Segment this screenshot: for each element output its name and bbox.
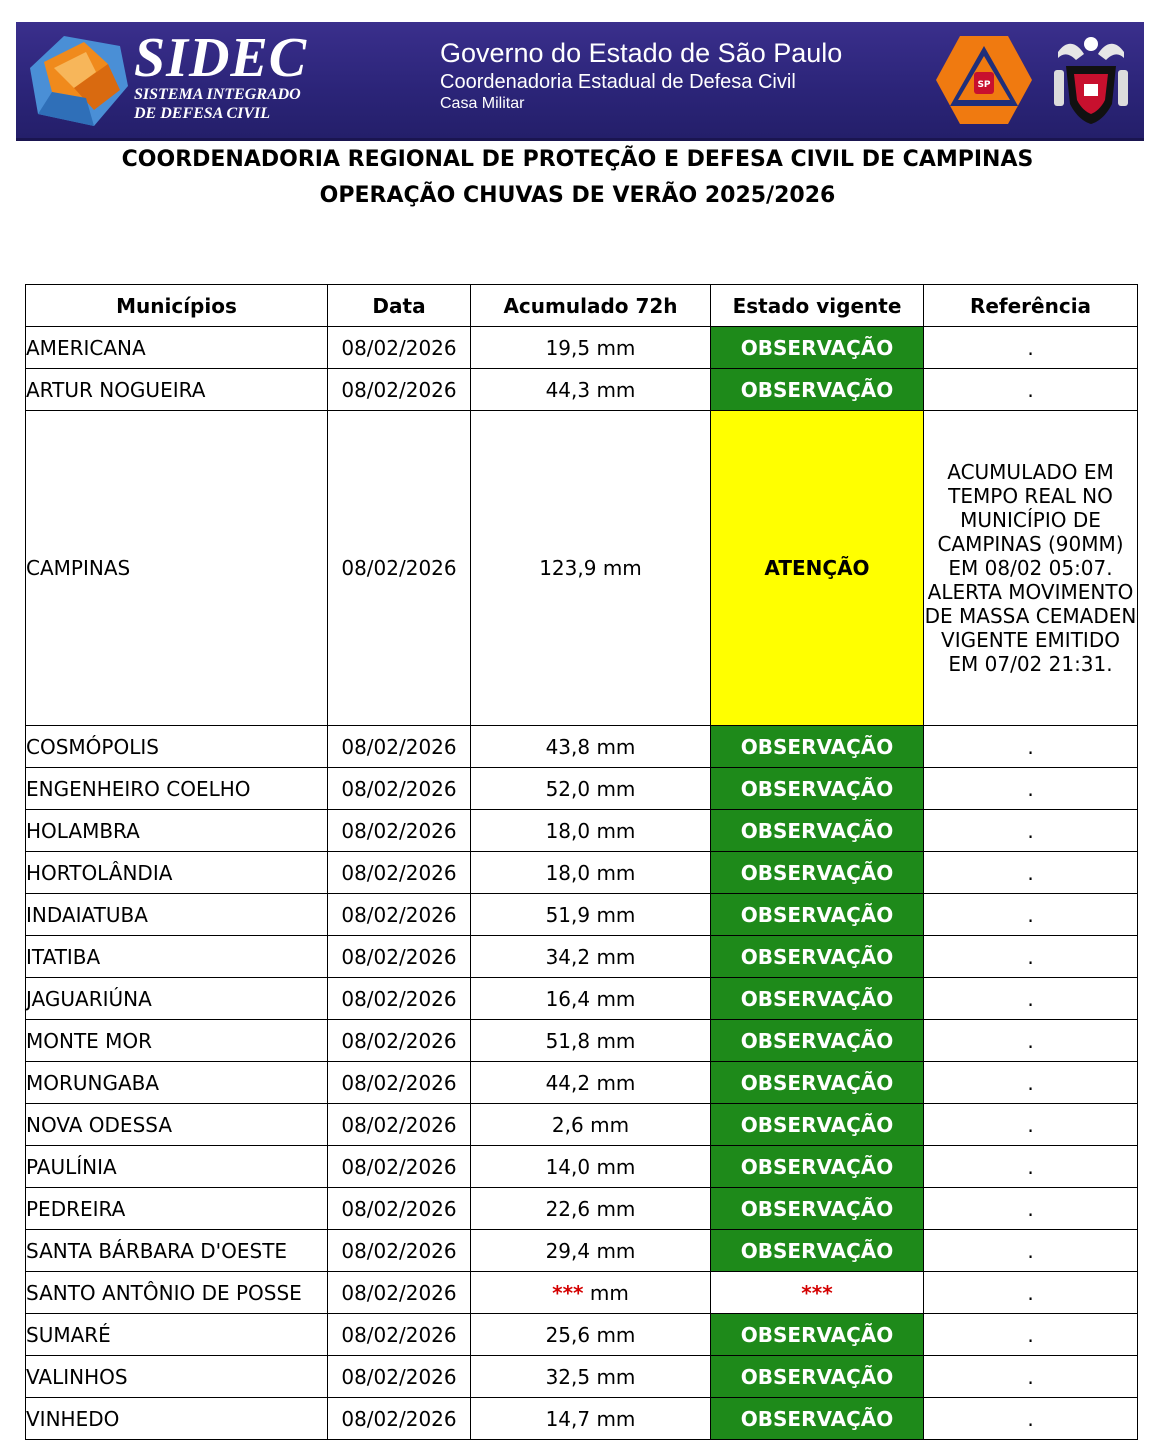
municipio-cell: PAULÍNIA <box>26 1146 328 1188</box>
table-header-row <box>26 285 1138 327</box>
municipio-cell: COSMÓPOLIS <box>26 726 328 768</box>
sidec-logo-subtitle-2: DE DEFESA CIVIL <box>134 105 271 122</box>
column-header-data: Data <box>328 285 471 327</box>
date-cell: 08/02/2026 <box>328 1104 471 1146</box>
municipio-cell: PEDREIRA <box>26 1188 328 1230</box>
table-row <box>26 1314 1138 1356</box>
government-title: Governo do Estado de São Paulo <box>440 38 843 68</box>
date-cell: 08/02/2026 <box>328 936 471 978</box>
department-title: Casa Militar <box>440 95 525 112</box>
table-row <box>26 1188 1138 1230</box>
reference-cell: . <box>924 1020 1138 1062</box>
column-header-municipios: Municípios <box>26 285 328 327</box>
table-row <box>26 894 1138 936</box>
status-cell: OBSERVAÇÃO <box>711 1146 924 1188</box>
reference-cell: . <box>924 1062 1138 1104</box>
page-title: COORDENADORIA REGIONAL DE PROTEÇÃO E DEFESA CIVIL DE CAMPINAS <box>121 147 1034 172</box>
accumulated-cell: 51,9 mm <box>471 894 711 936</box>
date-cell: 08/02/2026 <box>328 768 471 810</box>
accumulated-cell: 25,6 mm <box>471 1314 711 1356</box>
status-cell: OBSERVAÇÃO <box>711 1398 924 1440</box>
reference-cell: . <box>924 768 1138 810</box>
date-cell: 08/02/2026 <box>328 1146 471 1188</box>
accumulated-cell: 123,9 mm <box>471 411 711 726</box>
svg-text:SP: SP <box>977 80 991 90</box>
reference-cell: . <box>924 1230 1138 1272</box>
municipio-cell: MONTE MOR <box>26 1020 328 1062</box>
agency-title: Coordenadoria Estadual de Defesa Civil <box>440 71 796 93</box>
page-subtitle: OPERAÇÃO CHUVAS DE VERÃO 2025/2026 <box>319 183 836 208</box>
status-cell: OBSERVAÇÃO <box>711 810 924 852</box>
accumulated-cell: 16,4 mm <box>471 978 711 1020</box>
accumulated-cell: 2,6 mm <box>471 1104 711 1146</box>
status-cell: OBSERVAÇÃO <box>711 1230 924 1272</box>
status-cell: OBSERVAÇÃO <box>711 768 924 810</box>
reference-cell: . <box>924 852 1138 894</box>
municipio-cell: CAMPINAS <box>26 411 328 726</box>
date-cell: 08/02/2026 <box>328 894 471 936</box>
table-row <box>26 852 1138 894</box>
status-cell: OBSERVAÇÃO <box>711 978 924 1020</box>
status-cell: OBSERVAÇÃO <box>711 936 924 978</box>
table-row <box>26 1020 1138 1062</box>
accumulated-cell: 14,0 mm <box>471 1146 711 1188</box>
status-cell: ATENÇÃO <box>711 411 924 726</box>
column-header-estado: Estado vigente <box>711 285 924 327</box>
date-cell: 08/02/2026 <box>328 327 471 369</box>
municipio-cell: VALINHOS <box>26 1356 328 1398</box>
table-row <box>26 810 1138 852</box>
status-cell: OBSERVAÇÃO <box>711 1020 924 1062</box>
reference-cell: . <box>924 1398 1138 1440</box>
municipio-cell: SANTA BÁRBARA D'OESTE <box>26 1230 328 1272</box>
table-row <box>26 411 1138 726</box>
military-house-emblem-icon <box>1048 30 1134 130</box>
date-cell: 08/02/2026 <box>328 369 471 411</box>
date-cell: 08/02/2026 <box>328 1062 471 1104</box>
accumulated-cell: 51,8 mm <box>471 1020 711 1062</box>
table-row <box>26 768 1138 810</box>
table-row <box>26 1272 1138 1314</box>
municipio-cell: MORUNGABA <box>26 1062 328 1104</box>
accumulated-cell: 14,7 mm <box>471 1398 711 1440</box>
missing-value-marker: *** <box>552 1280 584 1305</box>
status-cell: OBSERVAÇÃO <box>711 1104 924 1146</box>
table-row <box>26 369 1138 411</box>
accumulated-cell: 29,4 mm <box>471 1230 711 1272</box>
reference-cell: . <box>924 1272 1138 1314</box>
status-cell: OBSERVAÇÃO <box>711 1314 924 1356</box>
status-cell: OBSERVAÇÃO <box>711 726 924 768</box>
accumulated-cell: 44,3 mm <box>471 369 711 411</box>
table-row <box>26 936 1138 978</box>
status-cell: OBSERVAÇÃO <box>711 894 924 936</box>
accumulated-cell: 34,2 mm <box>471 936 711 978</box>
reference-cell: . <box>924 327 1138 369</box>
status-cell: OBSERVAÇÃO <box>711 1356 924 1398</box>
status-cell: OBSERVAÇÃO <box>711 852 924 894</box>
date-cell: 08/02/2026 <box>328 810 471 852</box>
date-cell: 08/02/2026 <box>328 1020 471 1062</box>
table-row <box>26 327 1138 369</box>
reference-cell: . <box>924 978 1138 1020</box>
reference-cell: . <box>924 1188 1138 1230</box>
date-cell: 08/02/2026 <box>328 978 471 1020</box>
status-cell: OBSERVAÇÃO <box>711 1188 924 1230</box>
rainfall-table <box>25 284 1138 1440</box>
municipio-cell: ITATIBA <box>26 936 328 978</box>
accumulated-cell: 52,0 mm <box>471 768 711 810</box>
table-row <box>26 1062 1138 1104</box>
municipio-cell: SANTO ANTÔNIO DE POSSE <box>26 1272 328 1314</box>
accumulated-cell: 43,8 mm <box>471 726 711 768</box>
table-row <box>26 1146 1138 1188</box>
missing-status-marker: *** <box>801 1280 833 1305</box>
date-cell: 08/02/2026 <box>328 1188 471 1230</box>
reference-cell: . <box>924 1314 1138 1356</box>
date-cell: 08/02/2026 <box>328 411 471 726</box>
header-banner <box>16 22 1144 141</box>
municipio-cell: VINHEDO <box>26 1398 328 1440</box>
civil-defense-emblem-icon <box>934 32 1034 128</box>
municipio-cell: ARTUR NOGUEIRA <box>26 369 328 411</box>
sidec-logo-subtitle-1: SISTEMA INTEGRADO <box>134 86 301 103</box>
reference-cell: . <box>924 369 1138 411</box>
municipio-cell: NOVA ODESSA <box>26 1104 328 1146</box>
municipio-cell: HORTOLÂNDIA <box>26 852 328 894</box>
reference-cell: . <box>924 1356 1138 1398</box>
unit-label: mm <box>589 1280 629 1305</box>
reference-cell: . <box>924 936 1138 978</box>
reference-cell: . <box>924 1104 1138 1146</box>
date-cell: 08/02/2026 <box>328 1398 471 1440</box>
accumulated-cell: 44,2 mm <box>471 1062 711 1104</box>
municipio-cell: ENGENHEIRO COELHO <box>26 768 328 810</box>
table-row <box>26 726 1138 768</box>
accumulated-cell: 32,5 mm <box>471 1356 711 1398</box>
date-cell: 08/02/2026 <box>328 1230 471 1272</box>
accumulated-cell: 18,0 mm <box>471 810 711 852</box>
date-cell: 08/02/2026 <box>328 1314 471 1356</box>
accumulated-cell: 22,6 mm <box>471 1188 711 1230</box>
status-cell <box>711 1272 924 1314</box>
reference-cell: . <box>924 1146 1138 1188</box>
table-row <box>26 1356 1138 1398</box>
municipio-cell: SUMARÉ <box>26 1314 328 1356</box>
date-cell: 08/02/2026 <box>328 852 471 894</box>
municipio-cell: AMERICANA <box>26 327 328 369</box>
reference-cell: . <box>924 726 1138 768</box>
table-row <box>26 978 1138 1020</box>
accumulated-cell: 19,5 mm <box>471 327 711 369</box>
date-cell: 08/02/2026 <box>328 726 471 768</box>
accumulated-cell: 18,0 mm <box>471 852 711 894</box>
sidec-logo-icon <box>24 28 136 132</box>
reference-cell: . <box>924 810 1138 852</box>
sidec-logo-title: SIDEC <box>134 27 308 89</box>
column-header-referencia: Referência <box>924 285 1138 327</box>
date-cell: 08/02/2026 <box>328 1356 471 1398</box>
accumulated-cell <box>471 1272 711 1314</box>
reference-cell: ACUMULADO EM TEMPO REAL NO MUNICÍPIO DE CAMPINAS (90MM) EM 08/02 05:07. ALERTA MOVIMENTO DE MASSA CEMADEN VIGENTE EMITIDO EM 07/02 21:31. <box>924 411 1138 726</box>
table-row <box>26 1398 1138 1440</box>
column-header-acumulado: Acumulado 72h <box>471 285 711 327</box>
table-row <box>26 1104 1138 1146</box>
date-cell: 08/02/2026 <box>328 1272 471 1314</box>
municipio-cell: INDAIATUBA <box>26 894 328 936</box>
reference-cell: . <box>924 894 1138 936</box>
status-cell: OBSERVAÇÃO <box>711 327 924 369</box>
municipio-cell: HOLAMBRA <box>26 810 328 852</box>
municipio-cell: JAGUARIÚNA <box>26 978 328 1020</box>
table-row <box>26 1230 1138 1272</box>
status-cell: OBSERVAÇÃO <box>711 1062 924 1104</box>
status-cell: OBSERVAÇÃO <box>711 369 924 411</box>
